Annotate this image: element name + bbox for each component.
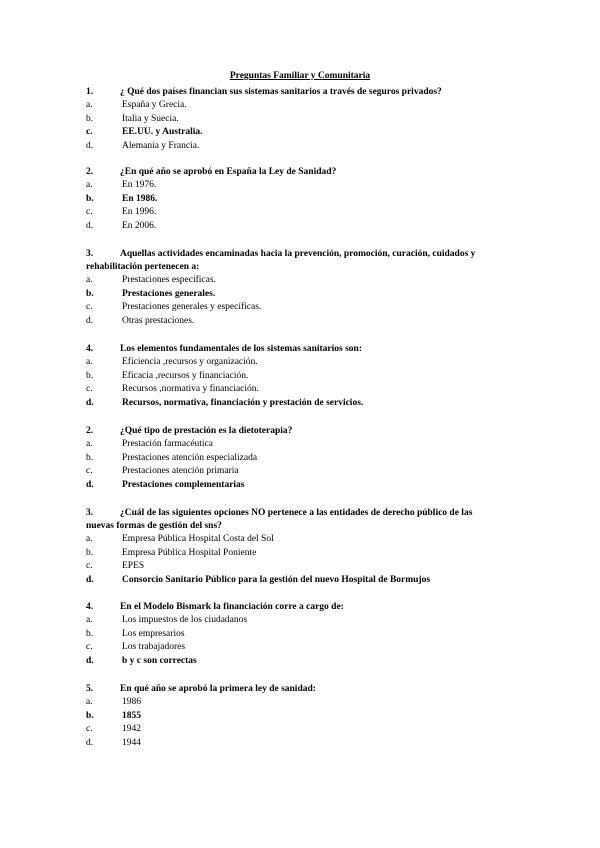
answer-option [86, 614, 516, 628]
option-letter: d. [86, 140, 94, 151]
question-number: 1. [86, 87, 94, 97]
option-letter: a. [86, 615, 93, 625]
option-text: Empresa Pública Hospital Costa del Sol [122, 534, 274, 544]
answer-option [86, 99, 516, 113]
question-text-continued: nuevas formas de gestión del sns? [86, 521, 222, 531]
question-line [86, 165, 516, 179]
option-text: 1855 [122, 710, 141, 721]
answer-option [86, 356, 516, 370]
option-letter: a. [86, 100, 93, 110]
option-letter: a. [86, 534, 93, 544]
option-text: Los empresarios [122, 628, 185, 639]
question-text: Aquellas actividades encaminadas hacia la prevención, promoción, curación, cuidados y [120, 249, 476, 259]
question-number: 2. [86, 167, 94, 177]
option-text: Prestaciones generales y específicas. [122, 302, 262, 312]
option-letter: b. [86, 193, 94, 204]
option-letter: a. [86, 697, 93, 707]
question-text: ¿ Qué dos países financian sus sistemas sanitarios a través de seguros privados? [120, 87, 442, 97]
option-text: b y c son correctas [122, 655, 197, 666]
question-number: 4. [86, 344, 94, 354]
option-letter: d. [86, 655, 94, 666]
answer-option [86, 628, 516, 642]
question-line [86, 682, 516, 696]
option-letter: c. [86, 207, 93, 217]
answer-option [86, 452, 516, 466]
option-text: Eficiencia ,recursos y organización. [122, 357, 258, 367]
question-line [86, 424, 516, 438]
option-letter: b. [86, 452, 94, 463]
answer-option [86, 220, 516, 234]
option-letter: d. [86, 737, 94, 748]
answer-option [86, 479, 516, 493]
option-letter: b. [86, 547, 94, 558]
option-text: Eficacia ,recursos y financiación. [122, 370, 249, 381]
option-text: Alemania y Francia. [122, 140, 200, 151]
answer-option [86, 723, 516, 737]
question-text-continued: rehabilitación pertenecen a: [86, 262, 200, 272]
option-letter: c. [86, 561, 93, 571]
option-letter: a. [86, 180, 93, 190]
answer-option [86, 465, 516, 479]
answer-option [86, 370, 516, 384]
question-number: 4. [86, 602, 94, 612]
question-line [86, 600, 516, 614]
answer-option [86, 179, 516, 193]
option-letter: b. [86, 710, 94, 721]
option-letter: a. [86, 275, 93, 285]
option-text: Empresa Pública Hospital Poniente [122, 547, 257, 558]
question-block [86, 600, 516, 668]
option-letter: d. [86, 574, 94, 585]
question-text: ¿En qué año se aprobó en España la Ley de Sanidad? [120, 167, 337, 177]
option-letter: c. [86, 302, 93, 312]
option-text: Prestación farmacéutica [122, 439, 213, 449]
question-number: 3. [86, 508, 94, 518]
option-text: Otras prestaciones. [122, 315, 195, 326]
option-text: Prestaciones atención primaria [122, 466, 239, 476]
answer-option [86, 193, 516, 207]
option-text: Prestaciones complementarias [122, 479, 245, 490]
answer-option [86, 438, 516, 452]
option-letter: d. [86, 220, 94, 231]
answer-option [86, 696, 516, 710]
option-text: Italia y Suecia. [122, 113, 179, 124]
answer-option [86, 560, 516, 574]
question-block [86, 85, 516, 153]
question-number: 5. [86, 684, 94, 694]
question-block [86, 247, 516, 328]
answer-option [86, 274, 516, 288]
question-block [86, 682, 516, 750]
option-letter: c. [86, 127, 93, 137]
option-text: Prestaciones específicas. [122, 275, 216, 285]
answer-option [86, 655, 516, 669]
question-line [86, 247, 516, 261]
option-text: EPES [122, 561, 145, 571]
question-text: ¿Qué tipo de prestación es la dietoterapia? [120, 426, 293, 436]
option-text: España y Grecia. [122, 100, 187, 110]
page-title: Preguntas Familiar y Comunitaria [229, 71, 371, 81]
answer-option [86, 113, 516, 127]
option-text: En 1996. [122, 207, 157, 217]
answer-option [86, 641, 516, 655]
option-letter: c. [86, 642, 93, 652]
option-text: EE.UU. y Australia. [122, 127, 203, 137]
option-text: Recursos, normativa, financiación y prestación de servicios. [122, 397, 364, 408]
question-number: 3. [86, 249, 94, 259]
option-letter: d. [86, 397, 94, 408]
question-line [86, 342, 516, 356]
option-letter: d. [86, 479, 94, 490]
option-text: Consorcio Sanitario Público para la gestión del nuevo Hospital de Bormujos [122, 574, 431, 585]
answer-option [86, 397, 516, 411]
answer-option [86, 206, 516, 220]
question-text: Los elementos fundamentales de los sistemas sanitarios son: [120, 344, 362, 354]
question-text: En qué año se aprobó la primera ley de sanidad: [120, 684, 316, 694]
question-block [86, 506, 516, 587]
option-text: Prestaciones generales. [122, 288, 216, 299]
question-block [86, 165, 516, 233]
option-text: Recursos ,normativa y financiación. [122, 384, 259, 394]
option-letter: a. [86, 439, 93, 449]
answer-option [86, 574, 516, 588]
option-text: Prestaciones atención especializada [122, 452, 258, 463]
answer-option [86, 301, 516, 315]
question-block [86, 342, 516, 410]
answer-option [86, 315, 516, 329]
answer-option [86, 710, 516, 724]
answer-option [86, 140, 516, 154]
option-letter: b. [86, 370, 94, 381]
answer-option [86, 737, 516, 751]
option-letter: b. [86, 113, 94, 124]
answer-option [86, 126, 516, 140]
option-letter: a. [86, 357, 93, 367]
option-text: En 1986. [122, 193, 158, 204]
option-text: En 1976. [122, 180, 157, 190]
option-text: 1942 [122, 724, 141, 734]
option-letter: c. [86, 384, 93, 394]
question-text: ¿Cuál de las siguientes opciones NO pertenece a las entidades de derecho público de las [120, 508, 473, 518]
answer-option [86, 547, 516, 561]
option-text: 1986 [122, 697, 141, 707]
option-text: Los impuestos de los ciudadanos [122, 615, 248, 625]
option-text: Los trabajadores [122, 642, 186, 652]
answer-option [86, 533, 516, 547]
option-letter: b. [86, 628, 94, 639]
question-line [86, 506, 516, 520]
question-text: En el Modelo Bismark la financiación corre a cargo de: [120, 602, 344, 612]
option-letter: c. [86, 466, 93, 476]
answer-option [86, 383, 516, 397]
option-letter: b. [86, 288, 94, 299]
option-letter: c. [86, 724, 93, 734]
option-text: En 2006. [122, 220, 157, 231]
question-block [86, 424, 516, 492]
answer-option [86, 288, 516, 302]
option-letter: d. [86, 315, 94, 326]
question-number: 2. [86, 426, 94, 436]
question-line [86, 85, 516, 99]
option-text: 1944 [122, 737, 141, 748]
